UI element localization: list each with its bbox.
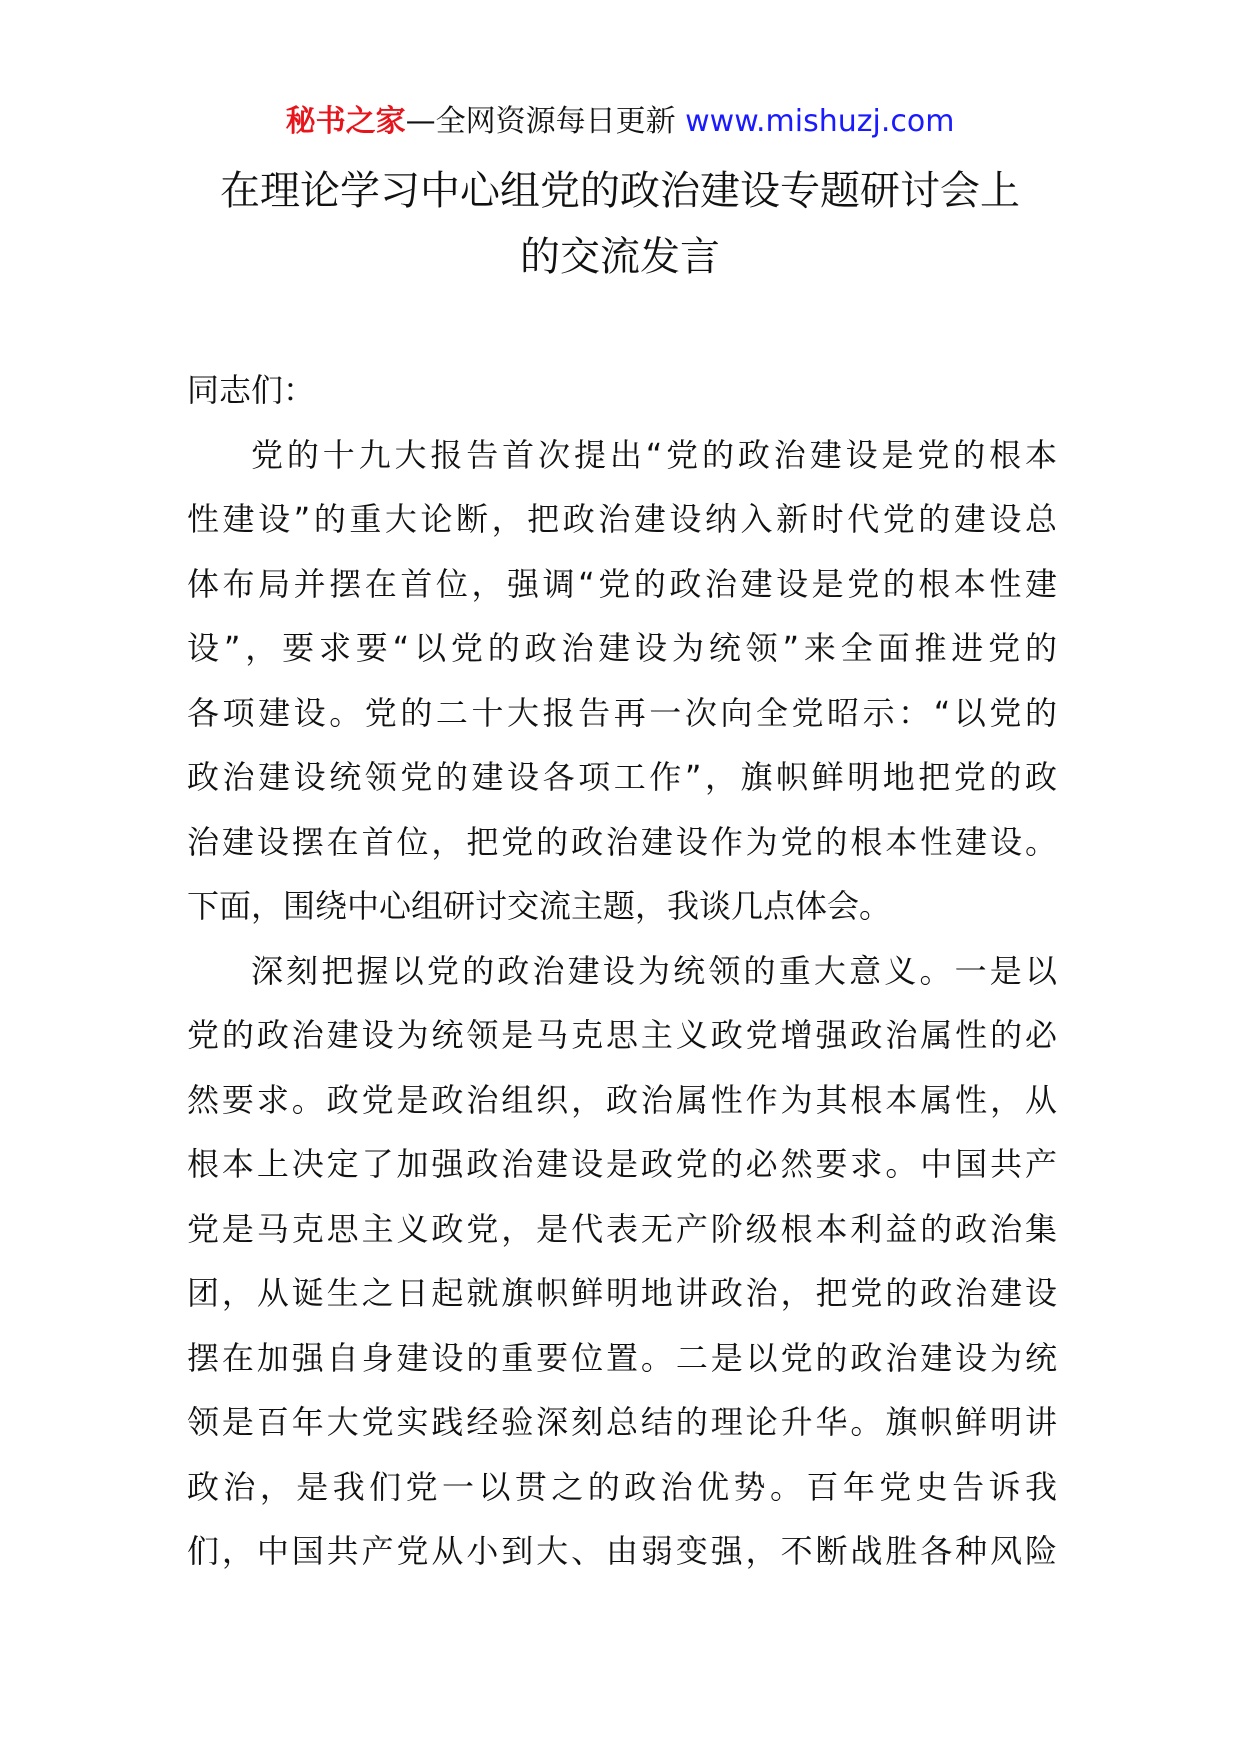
paragraph-1-line: 下面，围绕中心组研讨交流主题，我谈几点体会。 <box>187 887 892 925</box>
paragraph-2-line: 然要求。政党是政治组织，政治属性作为其根本属性，从 <box>187 1080 1057 1119</box>
paragraph-2-line: 根本上决定了加强政治建设是政党的必然要求。中国共产 <box>187 1145 1057 1183</box>
brand-name: 秘书之家 <box>285 104 406 139</box>
paragraph-1-line: 设”，要求要“以党的政治建设为统领”来全面推进党的 <box>187 629 1057 667</box>
paragraph-1-line: 体布局并摆在首位，强调“党的政治建设是党的根本性建 <box>187 564 1057 603</box>
site-header <box>0 100 1240 144</box>
paragraph-1-line: 性建设”的重大论断，把政治建设纳入新时代党的建设总 <box>187 500 1057 538</box>
paragraph-1-line: 党的十九大报告首次提出“党的政治建设是党的根本 <box>251 435 1057 474</box>
paragraph-2-line: 党的政治建设为统领是马克思主义政党增强政治属性的必 <box>187 1016 1057 1054</box>
paragraph-2-line: 们，中国共产党从小到大、由弱变强，不断战胜各种风险 <box>187 1532 1057 1570</box>
site-url-link[interactable]: www.mishuzj.com <box>685 104 955 139</box>
document-body <box>187 358 1057 1584</box>
paragraph-1-line: 政治建设统领党的建设各项工作”，旗帜鲜明地把党的政 <box>187 758 1057 796</box>
paragraph-1-line: 各项建设。党的二十大报告再一次向全党昭示：“以党的 <box>187 693 1057 732</box>
title-line-2: 的交流发言 <box>520 234 720 280</box>
paragraph-2-line: 团，从诞生之日起就旗帜鲜明地讲政治，把党的政治建设 <box>187 1274 1057 1312</box>
salutation: 同志们： <box>187 371 316 409</box>
header-tagline: —全网资源每日更新 <box>405 104 686 139</box>
paragraph-1-line: 治建设摆在首位，把党的政治建设作为党的根本性建设。 <box>187 822 1057 861</box>
document-title <box>180 158 1060 290</box>
paragraph-2-line: 深刻把握以党的政治建设为统领的重大意义。一是以 <box>251 951 1057 990</box>
title-line-1: 在理论学习中心组党的政治建设专题研讨会上 <box>220 168 1020 214</box>
paragraph-2-line: 政治，是我们党一以贯之的政治优势。百年党史告诉我 <box>187 1467 1057 1506</box>
paragraph-2-line: 摆在加强自身建设的重要位置。二是以党的政治建设为统 <box>187 1338 1057 1377</box>
paragraph-2-line: 领是百年大党实践经验深刻总结的理论升华。旗帜鲜明讲 <box>187 1403 1057 1441</box>
paragraph-2-line: 党是马克思主义政党，是代表无产阶级根本利益的政治集 <box>187 1209 1057 1248</box>
